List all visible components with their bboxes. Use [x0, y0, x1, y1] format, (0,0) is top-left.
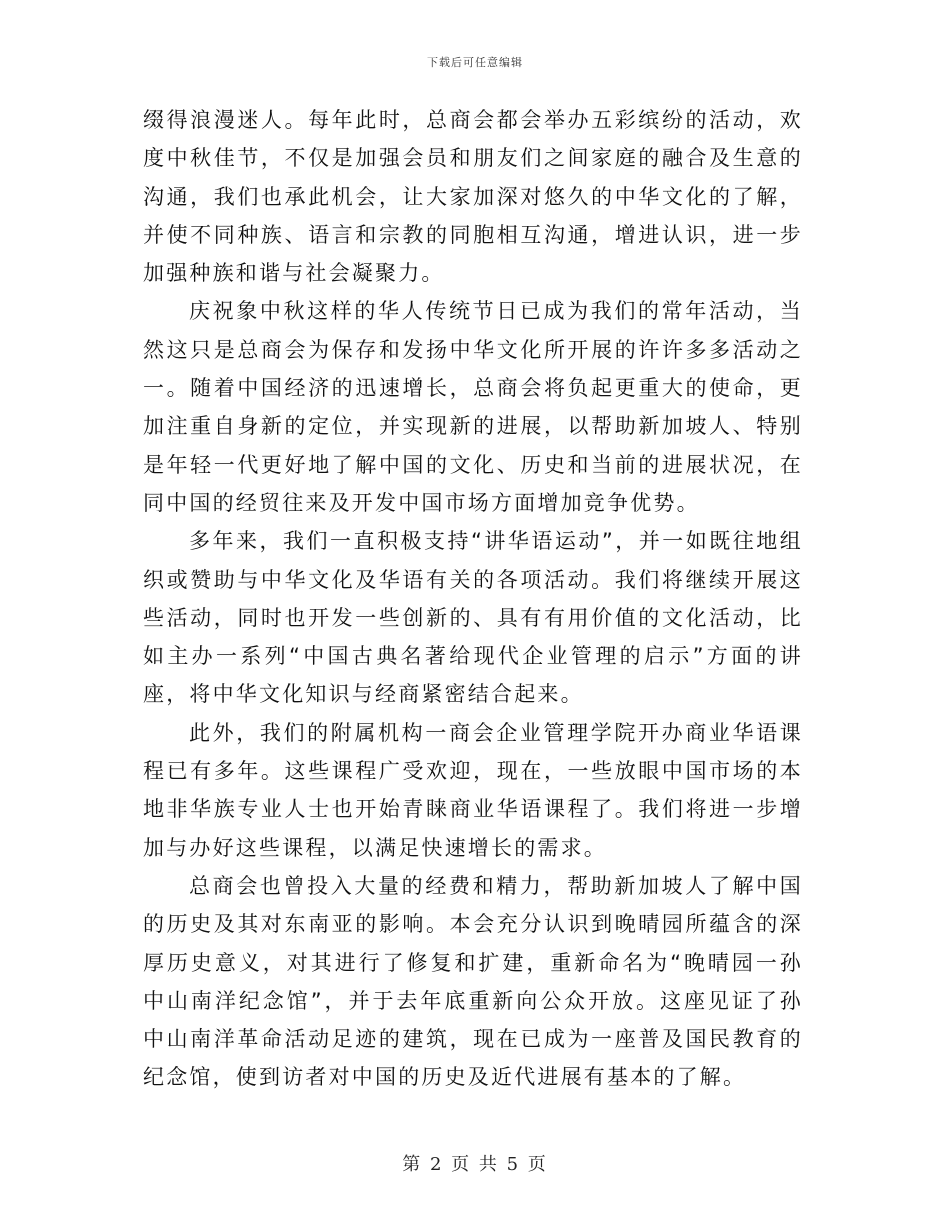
paragraph-mid-autumn-tradition: 庆祝象中秋这样的华人传统节日已成为我们的常年活动，当然这只是总商会为保存和发扬中华文化所开展的许许多多活动之一。随着中国经济的迅速增长，总商会将负起更重大的使命，更加注重自身新的定位，并实现新的进展，以帮助新加坡人、特别是年轻一代更好地了解中国的文化、历史和当前的进展状况，在同中国的经贸往来及开发中国市场方面增加竞争优势。 — [143, 299, 803, 515]
paragraph-continuation: 缀得浪漫迷人。每年此时，总商会都会举办五彩缤纷的活动，欢度中秋佳节，不仅是加强会员和朋友们之间家庭的融合及生意的沟通，我们也承此机会，让大家加深对悠久的中华文化的了解，并使不同种族、语言和宗教的同胞相互沟通，增进认识，进一步加强种族和谐与社会凝聚力。 — [143, 108, 803, 286]
page-header: 下载后可任意编辑 — [427, 56, 523, 69]
paragraph-memorial-hall: 总商会也曾投入大量的经费和精力，帮助新加坡人了解中国的历史及其对东南亚的影响。本会充分认识到晚晴园所蕴含的深厚历史意义，对其进行了修复和扩建，重新命名为“晚晴园一孙中山南洋纪念馆”，并于去年底重新向公众开放。这座见证了孙中山南洋革命活动足迹的建筑，现在已成为一座普及国民教育的纪念馆，使到访者对中国的历史及近代进展有基本的了解。 — [143, 873, 803, 1090]
document-body — [143, 101, 803, 1097]
paragraph-business-chinese: 此外，我们的附属机构一商会企业管理学院开办商业华语课程已有多年。这些课程广受欢迎，现在，一些放眼中国市场的本地非华族专业人士也开始青睐商业华语课程了。我们将进一步增加与办好这些课程，以满足快速增长的需求。 — [143, 720, 803, 860]
paragraph-speak-mandarin: 多年来，我们一直积极支持“讲华语运动”，并一如既往地组织或赞助与中华文化及华语有关的各项活动。我们将继续开展这些活动，同时也开发一些创新的、具有有用价值的文化活动，比如主办一系列“中国古典名著给现代企业管理的启示”方面的讲座，将中华文化知识与经商紧密结合起来。 — [143, 529, 803, 707]
page-number: 第 2 页 共 5 页 — [402, 1154, 548, 1175]
